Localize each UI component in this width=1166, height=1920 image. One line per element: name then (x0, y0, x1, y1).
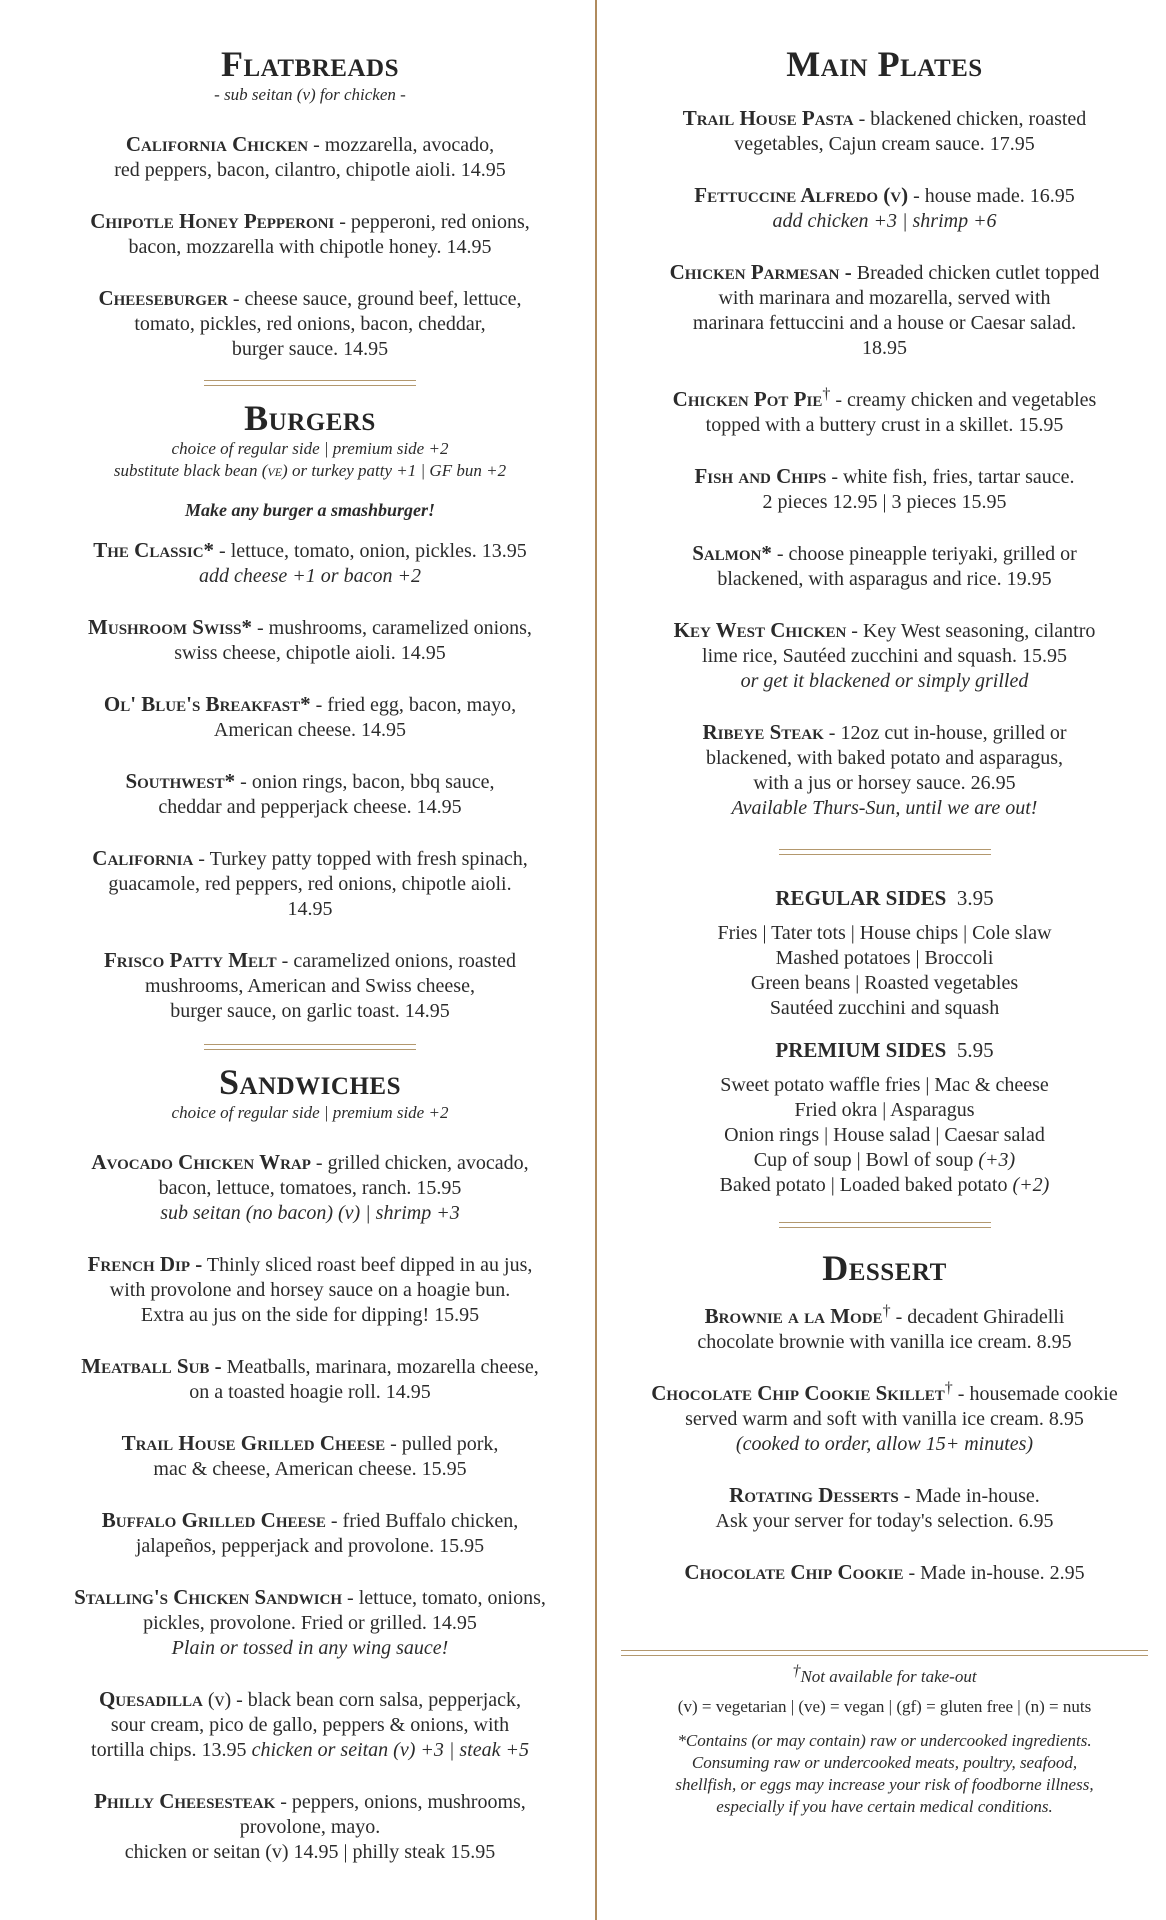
item-name: California Chicken (125, 132, 309, 156)
menu-item (621, 1381, 1148, 1457)
item-note: add cheese +1 or bacon +2 (199, 565, 421, 587)
menu-item (52, 286, 568, 362)
item-desc: - peppers, onions, mushrooms, (275, 1791, 526, 1813)
item-desc: - cheese sauce, ground beef, lettuce, (227, 288, 522, 310)
dagger-mark: † (822, 385, 831, 403)
item-desc: - decadent Ghiradelli (890, 1306, 1065, 1328)
item-desc: sour cream, pico de gallo, peppers & onions, with (110, 1714, 510, 1736)
item-desc: served warm and soft with vanilla ice cream. 8.95 (685, 1408, 1084, 1430)
item-desc: - onion rings, bacon, bbq sauce, (235, 771, 495, 793)
item-name: Quesadilla (98, 1687, 203, 1711)
item-desc: jalapeños, pepperjack and provolone. 15.95 (135, 1535, 485, 1557)
item-desc: blackened, with asparagus and rice. 19.95 (717, 568, 1052, 590)
regular-sides-heading: REGULAR SIDES 3.95 (775, 886, 994, 910)
item-name: Frisco Patty Melt (103, 948, 277, 972)
food-safety-disclaimer: *Contains (or may contain) raw or undercooked ingredients. Consuming raw or undercooked meats, poultry, seafood, shellfish, or eggs may increase your risk of foodborne illness, especially if you have certain medical conditions. (675, 1731, 1094, 1816)
item-name: Trail House Pasta (682, 106, 854, 130)
item-note: chicken or seitan (v) +3 | steak +5 (251, 1739, 529, 1761)
main-plates-heading: Main Plates (786, 44, 983, 84)
item-desc: 18.95 (862, 337, 907, 359)
menu-item (621, 1304, 1148, 1355)
item-note: sub seitan (no bacon) (v) | shrimp +3 (160, 1202, 460, 1224)
item-desc: swiss cheese, chipotle aioli. 14.95 (174, 642, 446, 664)
item-name: Buffalo Grilled Cheese (101, 1508, 326, 1532)
item-desc: - mozzarella, avocado, (308, 134, 495, 156)
item-desc: lime rice, Sautéed zucchini and squash. 15.95 (702, 645, 1067, 667)
takeout-note: †Not available for take-out (792, 1662, 977, 1686)
item-name: Chicken Pot Pie (672, 387, 823, 411)
item-name: California (92, 846, 194, 870)
flatbreads-heading: Flatbreads (221, 44, 399, 84)
item-desc: Thinly sliced roast beef dipped in au jus, (202, 1254, 533, 1276)
menu-item (621, 387, 1148, 438)
item-desc: - 12oz cut in-house, grilled or (823, 722, 1067, 744)
item-name: Mushroom Swiss* (88, 615, 252, 639)
item-desc: - pepperoni, red onions, (334, 211, 530, 233)
item-name: Fish and Chips (694, 464, 827, 488)
item-name: Salmon* (692, 541, 772, 565)
item-desc: - grilled chicken, avocado, (310, 1152, 529, 1174)
smashburger-note: Make any burger a smashburger! (184, 500, 436, 520)
item-desc: - Made in-house. (898, 1485, 1040, 1507)
item-name: Cheeseburger (98, 286, 228, 310)
menu-item (52, 846, 568, 922)
item-name: Chocolate Chip Cookie Skillet (651, 1381, 945, 1405)
item-desc: with provolone and horsey sauce on a hoagie bun. (109, 1279, 511, 1301)
item-desc: burger sauce. 14.95 (231, 338, 389, 360)
item-desc: provolone, mayo. (239, 1816, 381, 1838)
menu-item (621, 106, 1148, 157)
burgers-heading: Burgers (244, 398, 376, 438)
flatbreads-subtitle: - sub seitan (v) for chicken - (214, 85, 406, 104)
menu-item (52, 1354, 568, 1405)
item-desc: on a toasted hoagie roll. 14.95 (189, 1381, 431, 1403)
item-note: Available Thurs-Sun, until we are out! (731, 797, 1038, 819)
item-desc: pickles, provolone. Fried or grilled. 14.95 (143, 1612, 477, 1634)
menu-item (52, 948, 568, 1024)
item-name: French Dip - (87, 1252, 203, 1276)
menu-item (621, 720, 1148, 821)
item-name: Chicken Parmesan - (669, 260, 852, 284)
item-desc: guacamole, red peppers, red onions, chipotle aioli. (108, 873, 512, 895)
item-name: Rotating Desserts (729, 1483, 899, 1507)
item-desc: tomato, pickles, red onions, bacon, cheddar, (134, 313, 486, 335)
item-name: Meatball Sub - (81, 1354, 222, 1378)
menu-item (52, 1585, 568, 1661)
burgers-subtitle: choice of regular side | premium side +2 (171, 439, 449, 458)
regular-sides-price: 3.95 (956, 886, 994, 910)
item-desc: chocolate brownie with vanilla ice cream. 8.95 (697, 1331, 1072, 1353)
item-desc: with marinara and mozarella, served with (718, 287, 1051, 309)
item-desc: Breaded chicken cutlet topped (851, 262, 1100, 284)
dagger-mark: † (944, 1379, 953, 1397)
item-desc: - house made. 16.95 (908, 185, 1075, 207)
item-desc: tortilla chips. 13.95 (91, 1739, 252, 1761)
menu-item (52, 538, 568, 589)
item-desc: - lettuce, tomato, onions, (342, 1587, 546, 1609)
item-name: Ol' Blue's Breakfast* (103, 692, 311, 716)
menu-item (52, 132, 568, 183)
item-name: Chocolate Chip Cookie (684, 1560, 904, 1584)
item-desc: chicken or seitan (v) 14.95 | philly steak 15.95 (124, 1841, 496, 1863)
item-desc: bacon, mozzarella with chipotle honey. 14.95 (128, 236, 492, 258)
item-name: Philly Cheesesteak (94, 1789, 276, 1813)
dessert-heading: Dessert (822, 1248, 947, 1288)
dagger-mark: † (882, 1302, 891, 1320)
premium-sides-heading: PREMIUM SIDES 5.95 (775, 1038, 994, 1062)
diet-legend: (v) = vegetarian | (ve) = vegan | (gf) = gluten free | (n) = nuts (677, 1697, 1092, 1716)
item-desc: - fried egg, bacon, mayo, (310, 694, 517, 716)
item-desc: - choose pineapple teriyaki, grilled or (771, 543, 1077, 565)
item-name: Avocado Chicken Wrap (91, 1150, 311, 1174)
item-desc: - pulled pork, (385, 1433, 499, 1455)
sandwiches-subtitle: choice of regular side | premium side +2 (171, 1103, 449, 1122)
right-column (597, 0, 1166, 1920)
premium-sides-list: Sweet potato waffle fries | Mac & cheese Fried okra | Asparagus Onion rings | House salad | Caesar salad Cup of soup | Bowl of soup (+3) Baked potato | Loaded baked potato (+2) (719, 1074, 1050, 1196)
menu-item (52, 1508, 568, 1559)
item-desc: (v) - black bean corn salsa, pepperjack, (202, 1689, 522, 1711)
item-note: add chicken +3 | shrimp +6 (772, 210, 997, 232)
item-desc: cheddar and pepperjack cheese. 14.95 (158, 796, 462, 818)
item-name: Brownie a la Mode (704, 1304, 883, 1328)
regular-sides-list: Fries | Tater tots | House chips | Cole slaw Mashed potatoes | Broccoli Green beans | Roasted vegetables Sautéed zucchini and squash (717, 922, 1052, 1019)
menu-item (621, 1483, 1148, 1534)
item-desc: red peppers, bacon, cilantro, chipotle aioli. 14.95 (114, 159, 506, 181)
item-desc: - fried Buffalo chicken, (325, 1510, 519, 1532)
item-desc: mac & cheese, American cheese. 15.95 (153, 1458, 467, 1480)
menu-item (52, 209, 568, 260)
item-desc: - white fish, fries, tartar sauce. (826, 466, 1075, 488)
menu-item (52, 1789, 568, 1865)
item-desc: Meatballs, marinara, mozarella cheese, (221, 1356, 539, 1378)
menu-item (52, 1687, 568, 1763)
item-desc: - blackened chicken, roasted (853, 108, 1087, 130)
item-desc: Ask your server for today's selection. 6.95 (715, 1510, 1054, 1532)
menu-item (52, 1252, 568, 1328)
item-desc: American cheese. 14.95 (213, 719, 407, 741)
item-desc: vegetables, Cajun cream sauce. 17.95 (734, 133, 1035, 155)
menu-item (52, 769, 568, 820)
item-name: Ribeye Steak (702, 720, 824, 744)
item-desc: - lettuce, tomato, onion, pickles. 13.95 (214, 540, 527, 562)
item-desc: bacon, lettuce, tomatoes, ranch. 15.95 (158, 1177, 462, 1199)
menu-item (52, 1150, 568, 1226)
item-name: Key West Chicken (673, 618, 847, 642)
item-desc: - creamy chicken and vegetables (830, 389, 1097, 411)
item-desc: - Key West seasoning, cilantro (846, 620, 1096, 642)
item-desc: blackened, with baked potato and asparagus, (705, 747, 1064, 769)
menu-item (621, 464, 1148, 515)
item-desc: - caramelized onions, roasted (276, 950, 517, 972)
menu-item (621, 183, 1148, 234)
item-desc: 2 pieces 12.95 | 3 pieces 15.95 (762, 491, 1007, 513)
item-desc: 14.95 (287, 898, 333, 920)
item-name: Trail House Grilled Cheese (121, 1431, 386, 1455)
sandwiches-heading: Sandwiches (219, 1062, 401, 1102)
item-name: Chipotle Honey Pepperoni (90, 209, 335, 233)
item-note: or get it blackened or simply grilled (740, 670, 1029, 692)
premium-sides-price: 5.95 (956, 1038, 994, 1062)
item-desc: - housemade cookie (952, 1383, 1118, 1405)
menu-item (52, 1431, 568, 1482)
dagger-mark: † (792, 1662, 801, 1680)
menu-item (621, 1560, 1148, 1586)
item-note: Plain or tossed in any wing sauce! (171, 1637, 449, 1659)
item-desc: burger sauce, on garlic toast. 14.95 (170, 1000, 450, 1022)
item-name: Southwest* (125, 769, 236, 793)
item-name: Stalling's Chicken Sandwich (74, 1585, 343, 1609)
item-desc: with a jus or horsey sauce. 26.95 (753, 772, 1016, 794)
item-desc: mushrooms, American and Swiss cheese, (145, 975, 475, 997)
menu-item (621, 541, 1148, 592)
item-desc: - mushrooms, caramelized onions, (252, 617, 532, 639)
menu-item (52, 615, 568, 666)
item-desc: marinara fettuccini and a house or Caesar salad. (692, 312, 1077, 334)
item-name: Fettuccine Alfredo (v) (694, 183, 909, 207)
item-name: The Classic* (93, 538, 215, 562)
item-desc: - Turkey patty topped with fresh spinach, (193, 848, 528, 870)
menu-item (621, 618, 1148, 694)
item-note: (cooked to order, allow 15+ minutes) (735, 1433, 1034, 1455)
item-desc: topped with a buttery crust in a skillet. 15.95 (705, 414, 1064, 436)
item-desc: - Made in-house. 2.95 (903, 1562, 1085, 1584)
item-desc: Extra au jus on the side for dipping! 15.95 (140, 1304, 480, 1326)
menu-item (621, 260, 1148, 361)
burgers-substitute-note: substitute black bean (ve) or turkey patty +1 | GF bun +2 (113, 461, 507, 480)
menu-item (52, 692, 568, 743)
